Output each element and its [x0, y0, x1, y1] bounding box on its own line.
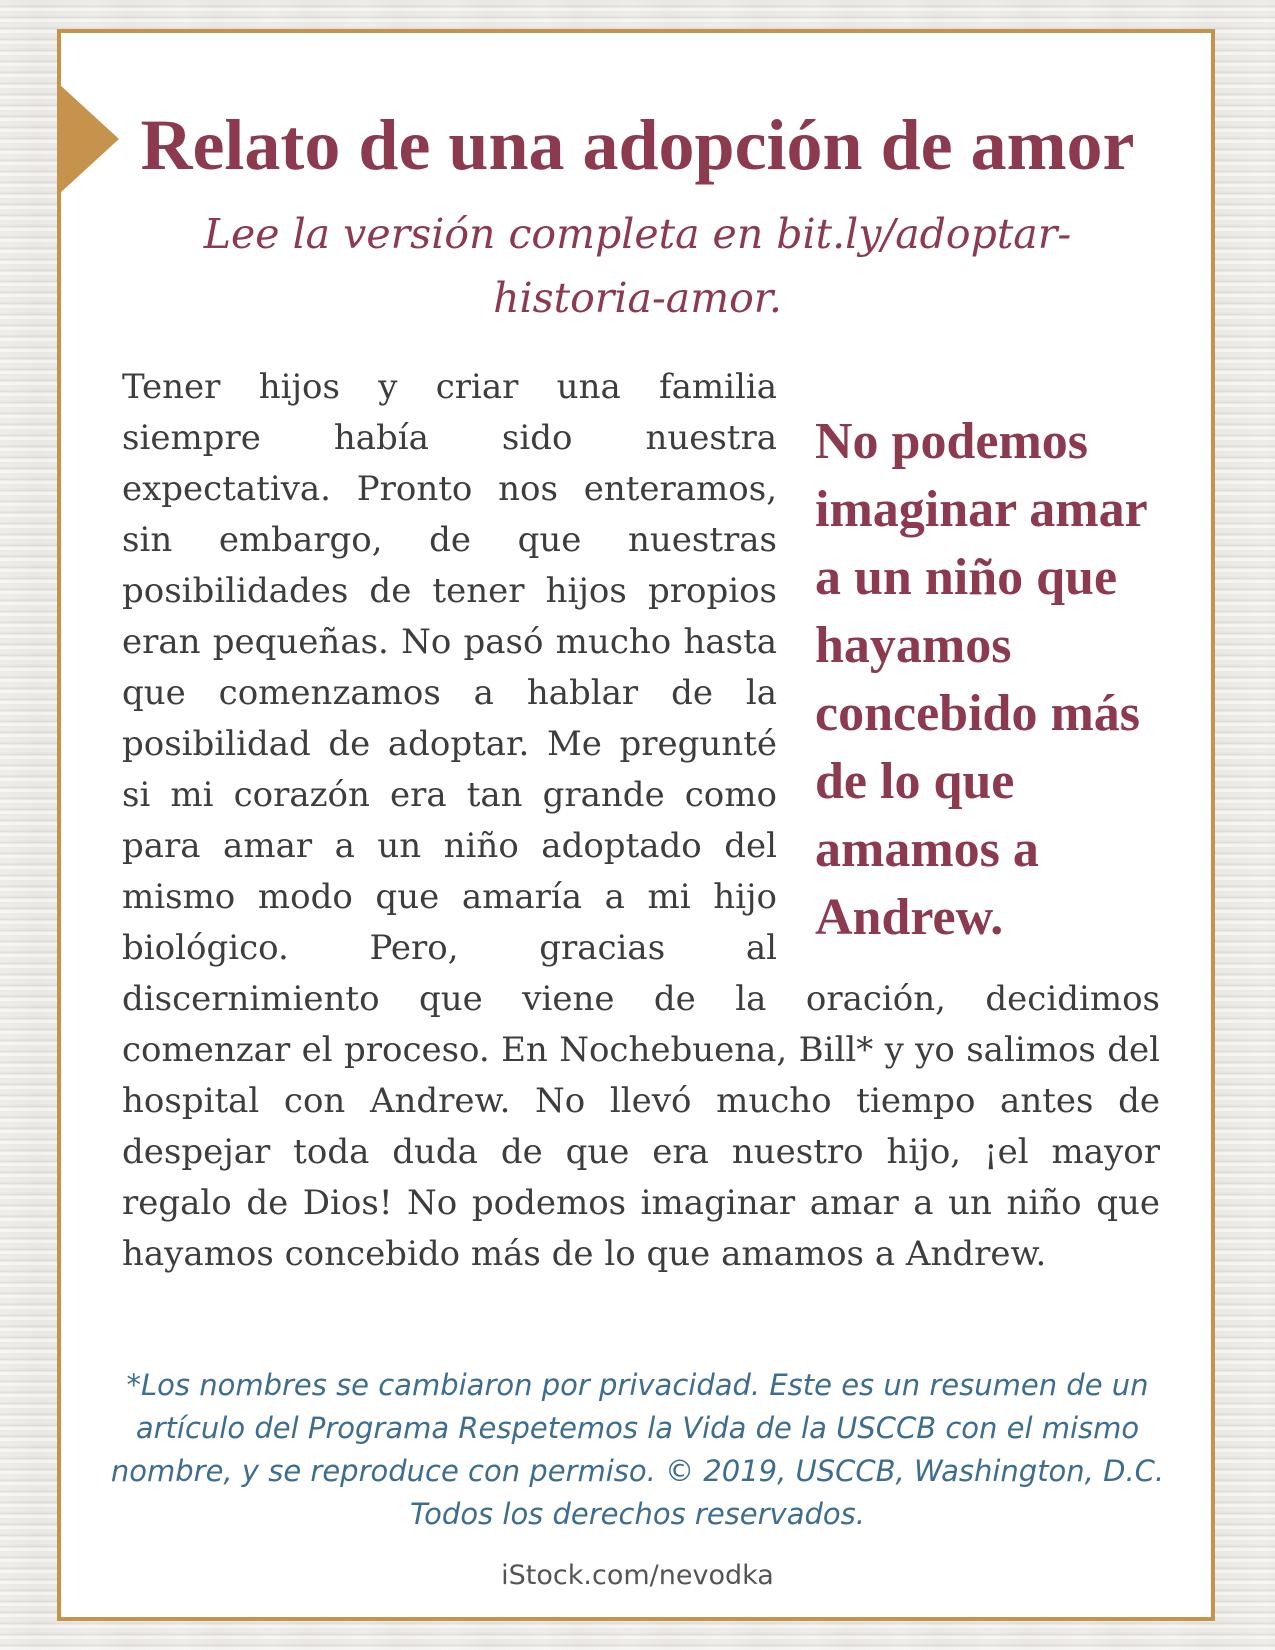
- article-body: [122, 362, 1160, 1280]
- article-title: Relato de una adopción de amor: [140, 105, 1135, 185]
- article-body-text: Tener hijos y criar una familia siempre había sido nuestra expectativa. Pronto nos enteramos, sin embargo, de que nuestras posibilidades de tener hijos propios eran pequeñas. No pasó mucho hasta que comenzamos a hablar de la posibilidad de adoptar. Me pregunté si mi corazón era tan grande como para amar a un niño adoptado del mismo modo que amaría a mi hijo biológico. Pero, gracias al discernimiento que viene de la oración, decidimos comenzar el proceso. En Nochebuena, Bill* y yo salimos del hospital con Andrew. No llevó mucho tiempo antes de despejar toda duda de que era nuestro hijo, ¡el mayor regalo de Dios! No podemos imaginar amar a un niño que hayamos concebido más de lo que amamos a Andrew.: [122, 367, 1160, 1274]
- pull-quote: No podemos imaginar amar a un niño que hayamos concebido más de lo que amamos a Andrew.: [815, 413, 1147, 946]
- image-credit: iStock.com/nevodka: [501, 1560, 774, 1591]
- footnote: *Los nombres se cambiaron por privacidad. Este es un resumen de un artículo del Programa Respetemos la Vida de la USCCB con el mismo nombre, y se reproduce con permiso. © 2019, USCCB, Washington, D.C. Todos los derechos reservados.: [110, 1368, 1165, 1531]
- article-subtitle: Lee la versión completa en bit.ly/adoptar-historia-amor.: [203, 210, 1072, 322]
